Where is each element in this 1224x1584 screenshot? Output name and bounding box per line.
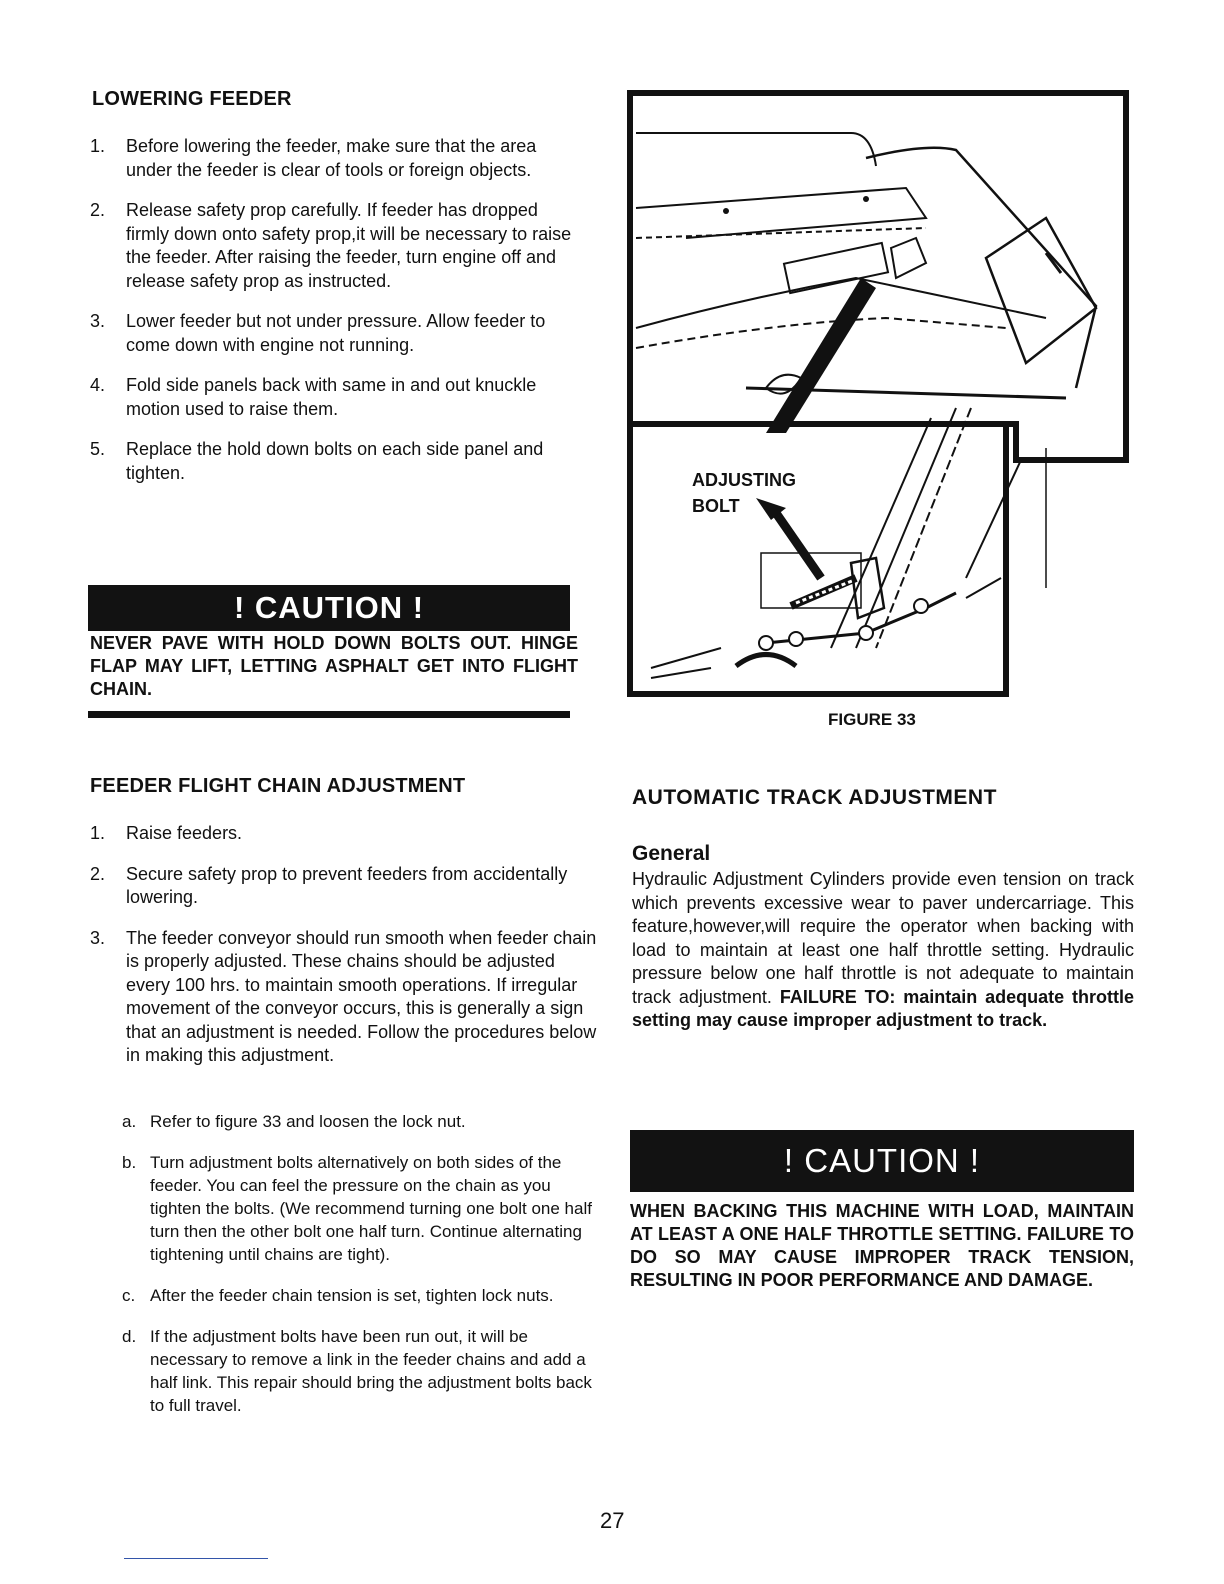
list-item (122, 1151, 604, 1266)
list-item-text: The feeder conveyor should run smooth when feeder chain is properly adjusted. These chains should be adjusted every 100 hrs. to maintain smooth operations. If irregular movement of the conveyor occurs, this is generally a sign that an adjustment is needed. Follow the procedures below in making this adjustment. (126, 927, 597, 1065)
list-item-number: 4. (90, 375, 106, 395)
caution-banner-1: ! CAUTION ! (88, 585, 570, 631)
list-item-number: 3. (90, 927, 106, 948)
figure-33-illustration (626, 88, 1136, 708)
list-item-number: 2. (90, 200, 106, 220)
flight-chain-heading: FEEDER FLIGHT CHAIN ADJUSTMENT (90, 775, 466, 797)
list-item-text: Refer to figure 33 and loosen the lock nut. (150, 1112, 466, 1131)
list-item-text: Secure safety prop to prevent feeders from accidentally lowering. (126, 863, 568, 907)
footer-underline (124, 1558, 268, 1559)
list-item (90, 199, 580, 293)
figure-callout-line2: BOLT (692, 496, 740, 516)
list-item-text: After the feeder chain tension is set, tighten lock nuts. (150, 1286, 554, 1305)
list-item (90, 863, 602, 910)
list-item-number: a. (122, 1112, 137, 1131)
list-item (122, 1284, 604, 1307)
flight-chain-sublist (122, 1110, 604, 1435)
list-item-text: If the adjustment bolts have been run out, it will be necessary to remove a link in the feeder chains and add a half link. This repair should bring the adjustment bolts back to full travel. (150, 1327, 592, 1415)
list-item (90, 822, 602, 846)
list-item-number: 2. (90, 863, 106, 884)
list-item-number: b. (122, 1153, 137, 1172)
track-adjustment-heading: AUTOMATIC TRACK ADJUSTMENT (632, 786, 997, 809)
list-item (122, 1325, 604, 1417)
figure-caption: FIGURE 33 (828, 710, 916, 729)
flight-chain-list (90, 822, 602, 1085)
list-item (122, 1110, 604, 1133)
list-item-text: Raise feeders. (126, 823, 243, 843)
caution-rule-1 (88, 711, 570, 718)
list-item (90, 310, 580, 357)
caution-banner-2: ! CAUTION ! (630, 1130, 1134, 1192)
list-item-number: 1. (90, 136, 106, 156)
list-item-number: c. (122, 1286, 136, 1305)
track-body-normal: Hydraulic Adjustment Cylinders provide even tension on track which prevents excessive wear to paver undercarriage. This feature,however,will require the operator when backing with load to maintain at least one half throttle setting. Hydraulic pressure below one half throttle is not adequate to maintain track adjustment. (632, 869, 1134, 1007)
list-item (90, 438, 580, 485)
list-item-text: Turn adjustment bolts alternatively on both sides of the feeder. You can feel the pressure on the chain as you tighten the bolts. (We recommend turning one bolt one half turn then the other bolt one half turn. Continue alternating tightening until chains are tight). (150, 1153, 592, 1264)
lowering-feeder-list (90, 135, 580, 502)
caution-text-2: WHEN BACKING THIS MACHINE WITH LOAD, MAINTAIN AT LEAST A ONE HALF THROTTLE SETTING. FAILURE TO DO SO MAY CAUSE IMPROPER TRACK TENSION, RESULTING IN POOR PERFORMANCE AND DAMAGE. (630, 1201, 1134, 1290)
figure-callout-line1: ADJUSTING (692, 470, 797, 490)
list-item-number: 1. (90, 823, 106, 843)
list-item-number: 5. (90, 439, 106, 459)
lowering-feeder-heading: LOWERING FEEDER (92, 88, 292, 110)
page-number: 27 (600, 1508, 625, 1533)
list-item-text: Replace the hold down bolts on each side panel and tighten. (126, 439, 544, 483)
track-adjustment-paragraph (632, 868, 1134, 1033)
list-item-number: 3. (90, 311, 106, 331)
list-item (90, 374, 580, 421)
list-item (90, 927, 602, 1068)
list-item-text: Lower feeder but not under pressure. Allow feeder to come down with engine not running. (126, 311, 546, 355)
list-item-number: d. (122, 1327, 137, 1346)
general-subheading: General (632, 842, 711, 865)
list-item-text: Fold side panels back with same in and out knuckle motion used to raise them. (126, 375, 537, 419)
list-item-text: Release safety prop carefully. If feeder has dropped firmly down onto safety prop,it will be necessary to raise the feeder. After raising the feeder, turn engine off and release safety prop as instructed. (126, 200, 572, 291)
list-item-text: Before lowering the feeder, make sure that the area under the feeder is clear of tools or foreign objects. (126, 136, 537, 180)
caution-text-1: NEVER PAVE WITH HOLD DOWN BOLTS OUT. HINGE FLAP MAY LIFT, LETTING ASPHALT GET INTO FLIGHT CHAIN. (90, 633, 578, 699)
list-item (90, 135, 580, 182)
track-body-bold: FAILURE TO: maintain adequate throttle setting may cause improper adjustment to track. (632, 986, 1134, 1030)
